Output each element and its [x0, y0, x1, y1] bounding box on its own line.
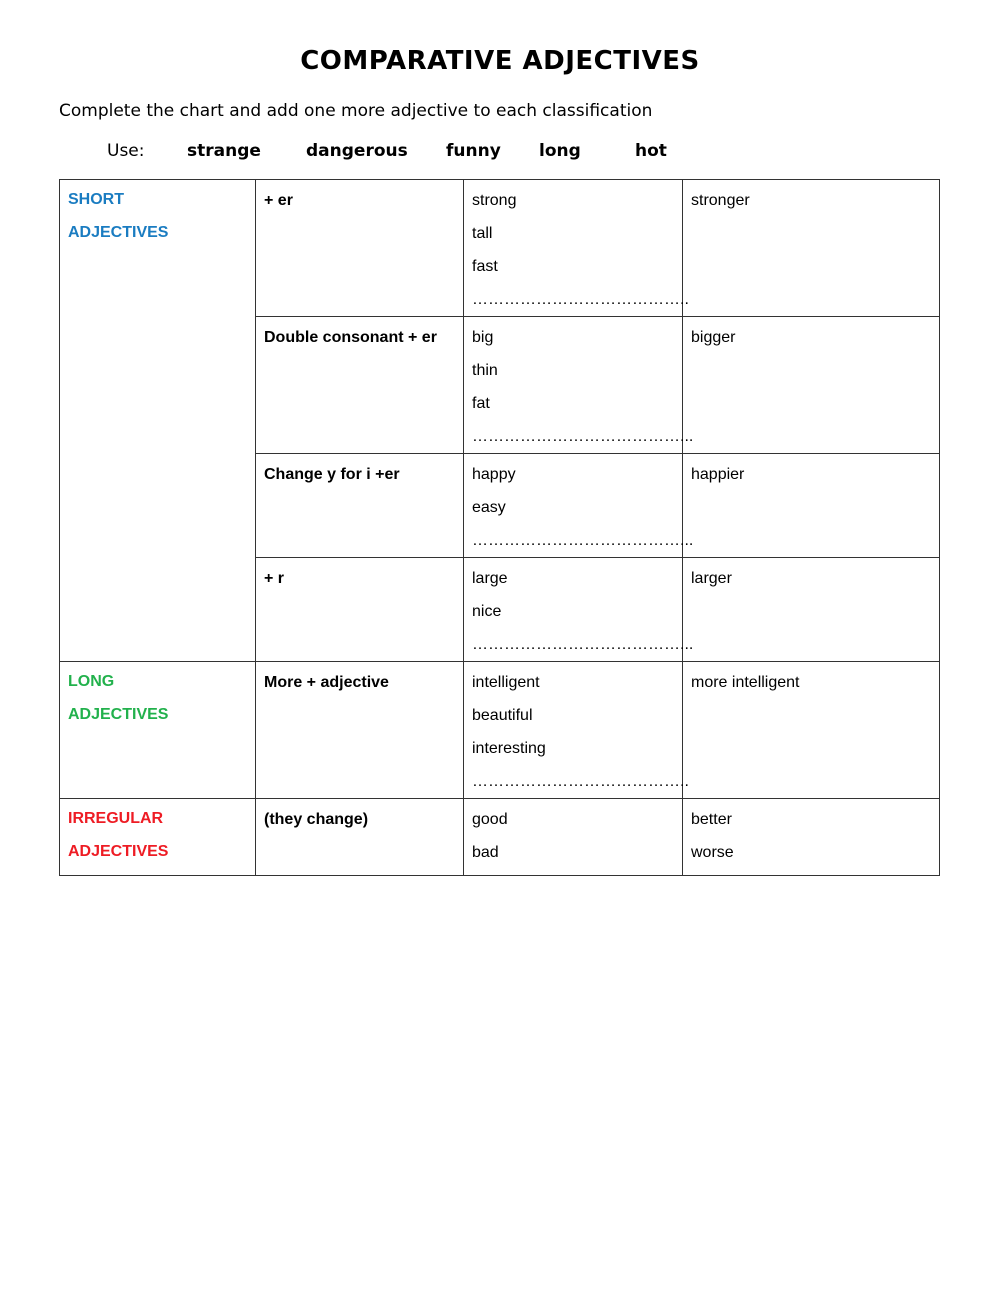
- word-bank-word: hot: [635, 141, 667, 161]
- comparatives-cell: more intelligent: [683, 662, 940, 799]
- rule-cell: + er: [256, 180, 464, 317]
- comparatives-cell: larger: [683, 558, 940, 662]
- word-bank-word: long: [539, 141, 581, 161]
- rule-cell: (they change): [256, 799, 464, 876]
- word-bank-word: strange: [187, 141, 261, 161]
- table-row: [60, 799, 940, 876]
- rule-cell: + r: [256, 558, 464, 662]
- comparatives-cell: happier: [683, 454, 940, 558]
- adjectives-cell: good bad: [464, 799, 683, 876]
- category-long-adjectives: LONG ADJECTIVES: [60, 662, 256, 799]
- adjectives-cell: happy easy …………………………………...: [464, 454, 683, 558]
- adjectives-cell: strong tall fast …………………………………..: [464, 180, 683, 317]
- blank-answer-line[interactable]: …………………………………..: [472, 291, 689, 308]
- blank-answer-line[interactable]: …………………………………...: [472, 636, 694, 653]
- comparatives-cell: better worse: [683, 799, 940, 876]
- category-short-adjectives: SHORT ADJECTIVES: [60, 180, 256, 662]
- adjectives-cell: big thin fat …………………………………...: [464, 317, 683, 454]
- comparatives-cell: stronger: [683, 180, 940, 317]
- rule-cell: More + adjective: [256, 662, 464, 799]
- adjectives-cell: large nice …………………………………...: [464, 558, 683, 662]
- word-bank-word: dangerous: [306, 141, 408, 161]
- page-title: COMPARATIVE ADJECTIVES: [300, 46, 700, 76]
- instruction-text: Complete the chart and add one more adjective to each classification: [59, 101, 653, 121]
- rule-cell: Double consonant + er: [256, 317, 464, 454]
- word-bank: [0, 141, 1000, 167]
- rule-cell: Change y for i +er: [256, 454, 464, 558]
- blank-answer-line[interactable]: …………………………………...: [472, 532, 694, 549]
- adjectives-cell: intelligent beautiful interesting …………………………………..: [464, 662, 683, 799]
- blank-answer-line[interactable]: …………………………………..: [472, 773, 689, 790]
- word-bank-word: funny: [446, 141, 501, 161]
- word-bank-label: Use:: [107, 141, 145, 161]
- blank-answer-line[interactable]: …………………………………...: [472, 428, 694, 445]
- category-irregular-adjectives: IRREGULAR ADJECTIVES: [60, 799, 256, 876]
- comparatives-cell: bigger: [683, 317, 940, 454]
- table-row: [60, 180, 940, 317]
- table-row: [60, 662, 940, 799]
- comparative-chart: [59, 179, 940, 876]
